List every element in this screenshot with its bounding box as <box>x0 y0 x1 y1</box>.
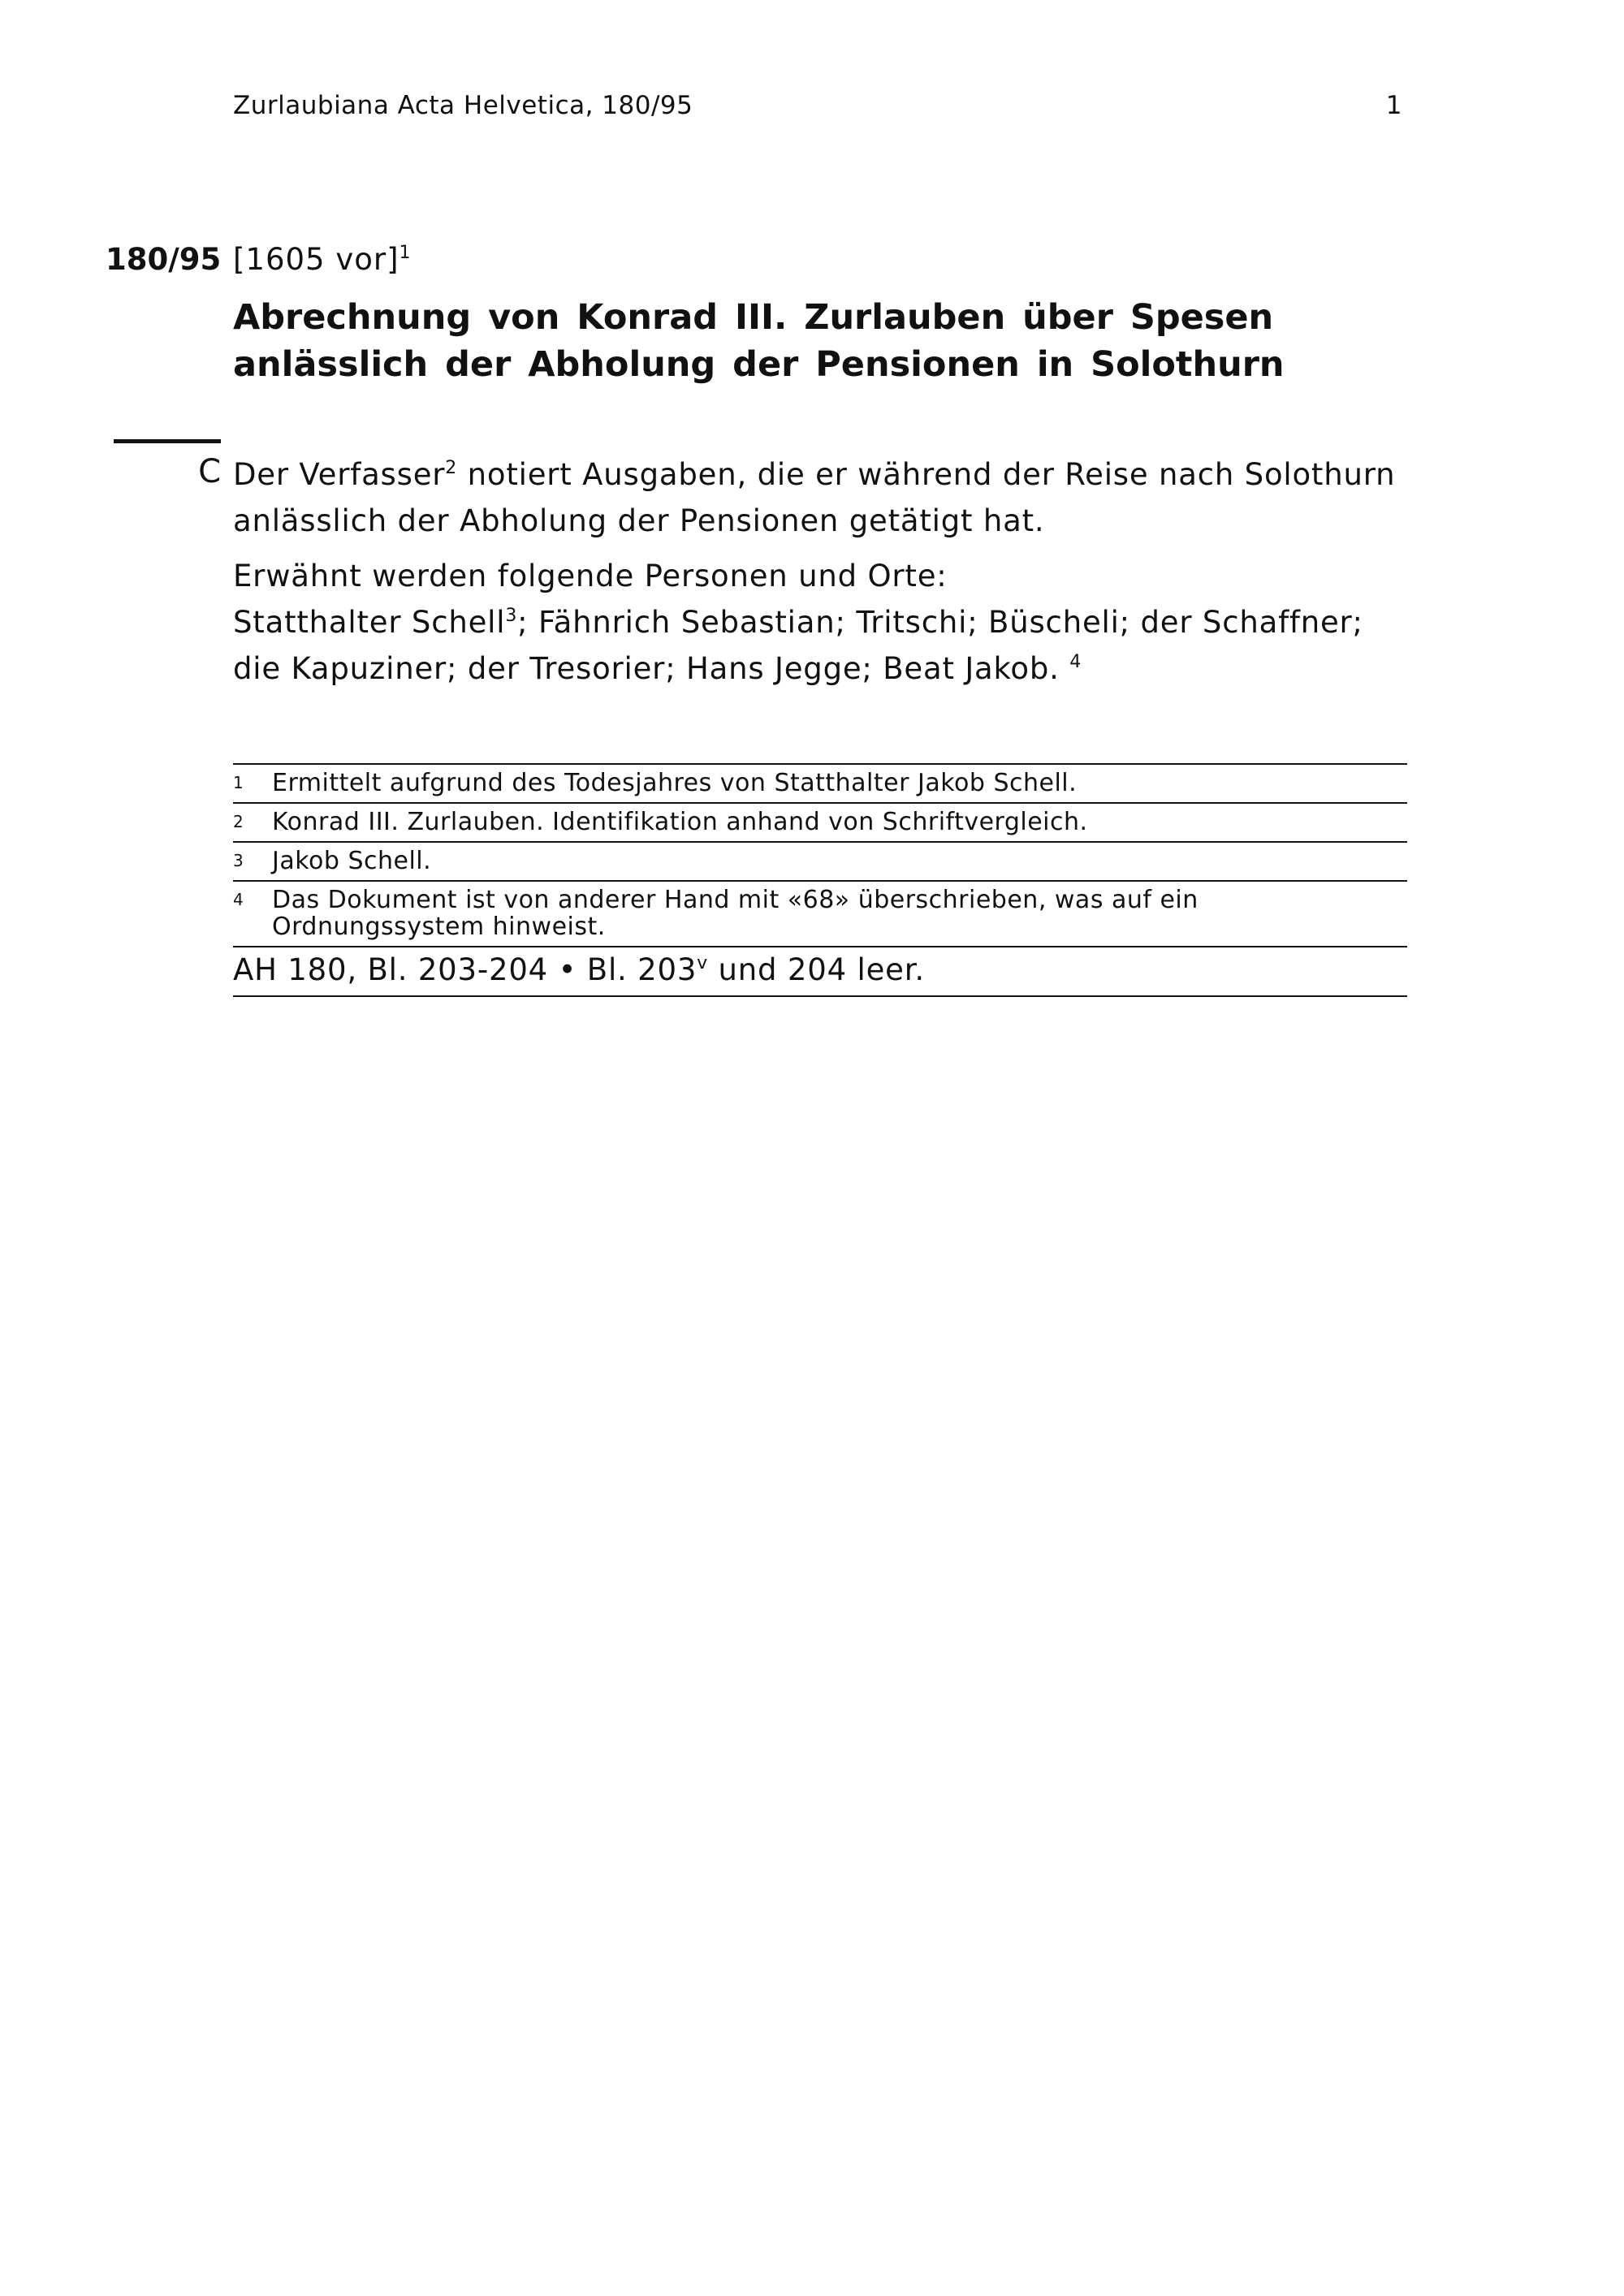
footnote-text: Jakob Schell. <box>272 847 432 875</box>
section-rule <box>114 439 221 443</box>
footnote <box>233 802 1407 841</box>
abstract-p2-after: ; Fähnrich Sebastian; Tritschi; Büscheli; der Schaffner; die Kapuziner; der Tresorier; Hans Jegge; Beat Jakob. <box>233 605 1363 686</box>
section-letter: C <box>198 453 221 490</box>
footnote <box>233 763 1407 802</box>
footnotes <box>233 763 1407 997</box>
abstract-p2-before: Statthalter Schell <box>233 605 506 640</box>
abstract-p2-line1: Erwähnt werden folgende Personen und Orte: <box>233 559 948 593</box>
footnote-ref-2: 2 <box>445 458 458 478</box>
footnote-text: Ermittelt aufgrund des Todesjahres von Statthalter Jakob Schell. <box>272 769 1078 797</box>
footnote-ref-3: 3 <box>505 606 518 626</box>
document-number: 180/95 <box>106 242 222 277</box>
document-date <box>233 242 412 277</box>
signature-after: und 204 leer. <box>708 952 925 987</box>
document-title: Abrechnung von Konrad III. Zurlauben über Spesen anlässlich der Abholung der Pensionen in Solothurn <box>233 297 1285 385</box>
abstract-p1-before: Der Verfasser <box>233 457 446 492</box>
footnote <box>233 841 1407 880</box>
footnote <box>233 880 1407 946</box>
footnote-mark: 2 <box>233 812 244 831</box>
abstract-p1-after: notiert Ausgaben, die er während der Reise nach Solothurn anlässlich der Abholung der Pensionen getätigt hat. <box>233 457 1396 538</box>
footnote-mark: 1 <box>233 773 244 792</box>
footnote-mark: 3 <box>233 851 244 870</box>
footnote-text: Das Dokument ist von anderer Hand mit «68» überschrieben, was auf ein Ordnungssystem hinweist. <box>272 886 1199 941</box>
signature-before: AH 180, Bl. 203-204 • Bl. 203 <box>233 952 698 987</box>
abstract <box>233 451 1402 701</box>
abstract-paragraph-1 <box>233 451 1402 544</box>
running-header-title: Zurlaubiana Acta Helvetica, 180/95 <box>233 91 693 120</box>
archive-signature <box>233 946 1407 997</box>
page-number: 1 <box>1385 91 1402 120</box>
footnote-text: Konrad III. Zurlauben. Identifikation anhand von Schriftvergleich. <box>272 808 1088 836</box>
footnote-ref-1: 1 <box>399 243 412 263</box>
footnote-ref-4: 4 <box>1069 652 1082 672</box>
signature-verso-mark: v <box>697 953 708 973</box>
footnote-mark: 4 <box>233 890 244 909</box>
abstract-paragraph-2 <box>233 553 1402 692</box>
document-date-text: [1605 vor] <box>233 242 400 277</box>
